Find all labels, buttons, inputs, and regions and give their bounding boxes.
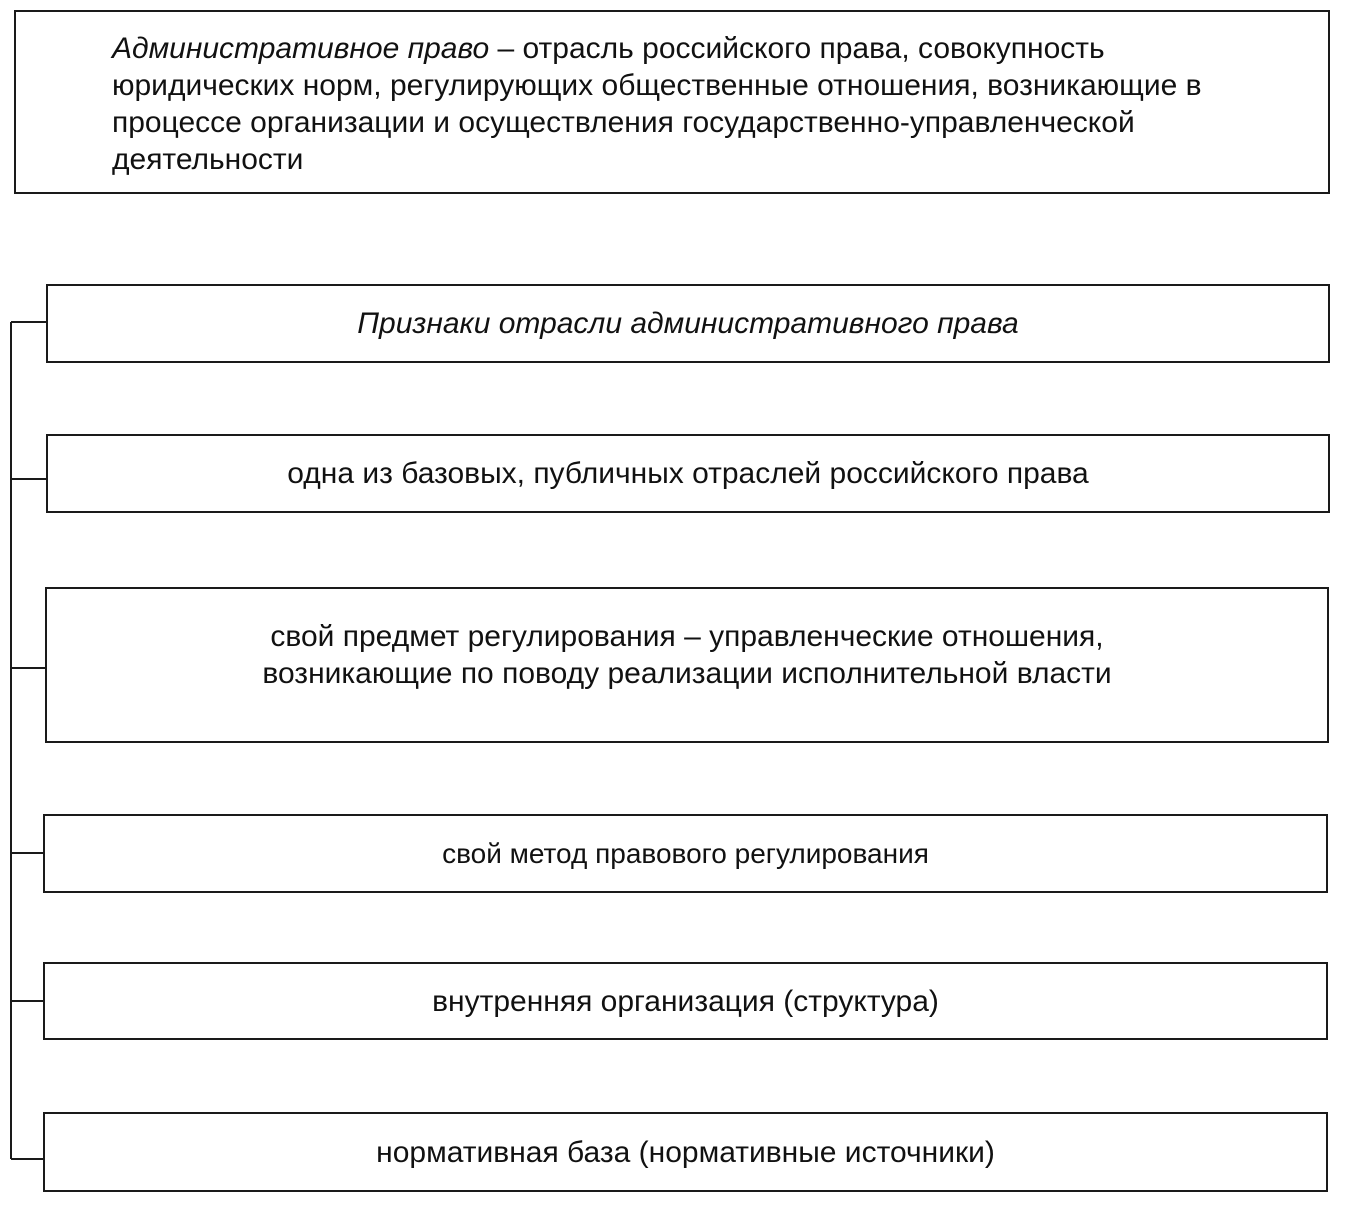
features-header-box bbox=[46, 284, 1330, 363]
feature-text: свой метод правового регулирования bbox=[442, 838, 929, 869]
feature-text: свой предмет регулирования – управленческие отношения, возникающие по поводу реализации исполнительной власти bbox=[262, 620, 1112, 690]
definition-body: – отрасль российского права, совокупность юридических норм, регулирующих общественные отношения, возникающие в процессе организации и осуществления государственно-управленческой деятельности bbox=[112, 32, 1202, 176]
feature-box bbox=[43, 962, 1328, 1040]
definition-term: Административное право bbox=[112, 32, 490, 65]
feature-box bbox=[43, 1112, 1328, 1192]
feature-box bbox=[46, 434, 1330, 513]
feature-box bbox=[43, 814, 1328, 893]
feature-text: нормативная база (нормативные источники) bbox=[376, 1135, 995, 1169]
feature-text: одна из базовых, публичных отраслей российского права bbox=[287, 457, 1089, 490]
feature-box bbox=[45, 587, 1329, 743]
feature-text: внутренняя организация (структура) bbox=[432, 984, 939, 1018]
features-header: Признаки отрасли административного права bbox=[357, 307, 1019, 340]
